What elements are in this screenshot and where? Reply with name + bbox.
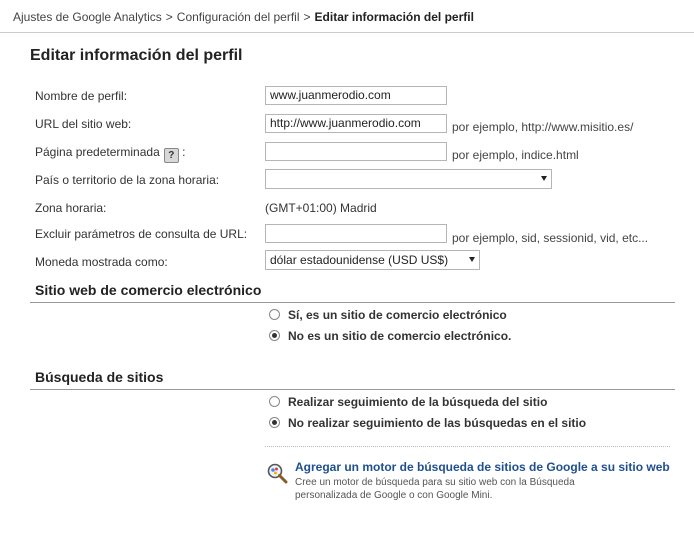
profile-name-label: Nombre de perfil: [35,89,128,103]
country-label: País o territorio de la zona horaria: [35,173,220,187]
page-title: Editar información del perfil [30,47,243,64]
currency-selected-value: dólar estadounidense (USD US$) [270,253,449,267]
breadcrumb-link-analytics-settings[interactable]: Ajustes de Google Analytics [13,10,162,24]
dropdown-arrow-icon [469,257,475,262]
ecommerce-section-title: Sitio web de comercio electrónico [35,282,262,298]
dropdown-arrow-icon [541,176,547,181]
ecommerce-no-label[interactable]: No es un sitio de comercio electrónico. [288,329,512,343]
help-icon[interactable]: ? [164,148,179,163]
breadcrumb-separator: > [165,10,173,24]
exclude-params-hint: por ejemplo, sid, sessionid, vid, etc... [452,231,649,245]
site-search-no-track-radio[interactable] [269,417,280,428]
default-page-hint: por ejemplo, indice.html [452,148,579,162]
timezone-value: (GMT+01:00) Madrid [265,201,377,215]
profile-name-input[interactable]: www.juanmerodio.com [265,86,447,105]
exclude-params-label: Excluir parámetros de consulta de URL: [35,227,248,241]
dotted-divider [265,446,670,447]
add-site-search-description: Cree un motor de búsqueda para su sitio web con la Búsqueda personalizada de Google o con Google Mini. [295,477,575,501]
site-url-label: URL del sitio web: [35,117,132,131]
site-search-section-title: Búsqueda de sitios [35,369,164,385]
section-divider [30,389,675,390]
breadcrumb-separator: > [303,10,311,24]
site-url-hint: por ejemplo, http://www.misitio.es/ [452,120,634,134]
timezone-label: Zona horaria: [35,201,107,215]
default-page-input[interactable] [265,142,447,161]
breadcrumb [13,10,474,24]
exclude-params-input[interactable] [265,224,447,243]
site-search-no-track-label[interactable]: No realizar seguimiento de las búsquedas en el sitio [288,416,587,430]
default-page-label-text: Página predeterminada [35,145,160,159]
ecommerce-no-radio[interactable] [269,330,280,341]
breadcrumb-current: Editar información del perfil [314,10,474,24]
ecommerce-yes-label[interactable]: Sí, es un sitio de comercio electrónico [288,308,507,322]
default-page-colon: : [182,145,186,159]
magnifier-icon [266,462,288,484]
site-search-track-radio[interactable] [269,396,280,407]
country-select[interactable] [265,169,552,189]
default-page-label [35,145,185,163]
site-search-track-label[interactable]: Realizar seguimiento de la búsqueda del sitio [288,395,548,409]
breadcrumb-link-profile-settings[interactable]: Configuración del perfil [176,10,300,24]
site-url-input[interactable]: http://www.juanmerodio.com [265,114,447,133]
ecommerce-yes-radio[interactable] [269,309,280,320]
currency-label: Moneda mostrada como: [35,255,168,269]
add-site-search-link[interactable]: Agregar un motor de búsqueda de sitios de Google a su sitio web [295,460,670,474]
header-divider [0,32,694,33]
section-divider [30,302,675,303]
currency-select[interactable] [265,250,480,270]
